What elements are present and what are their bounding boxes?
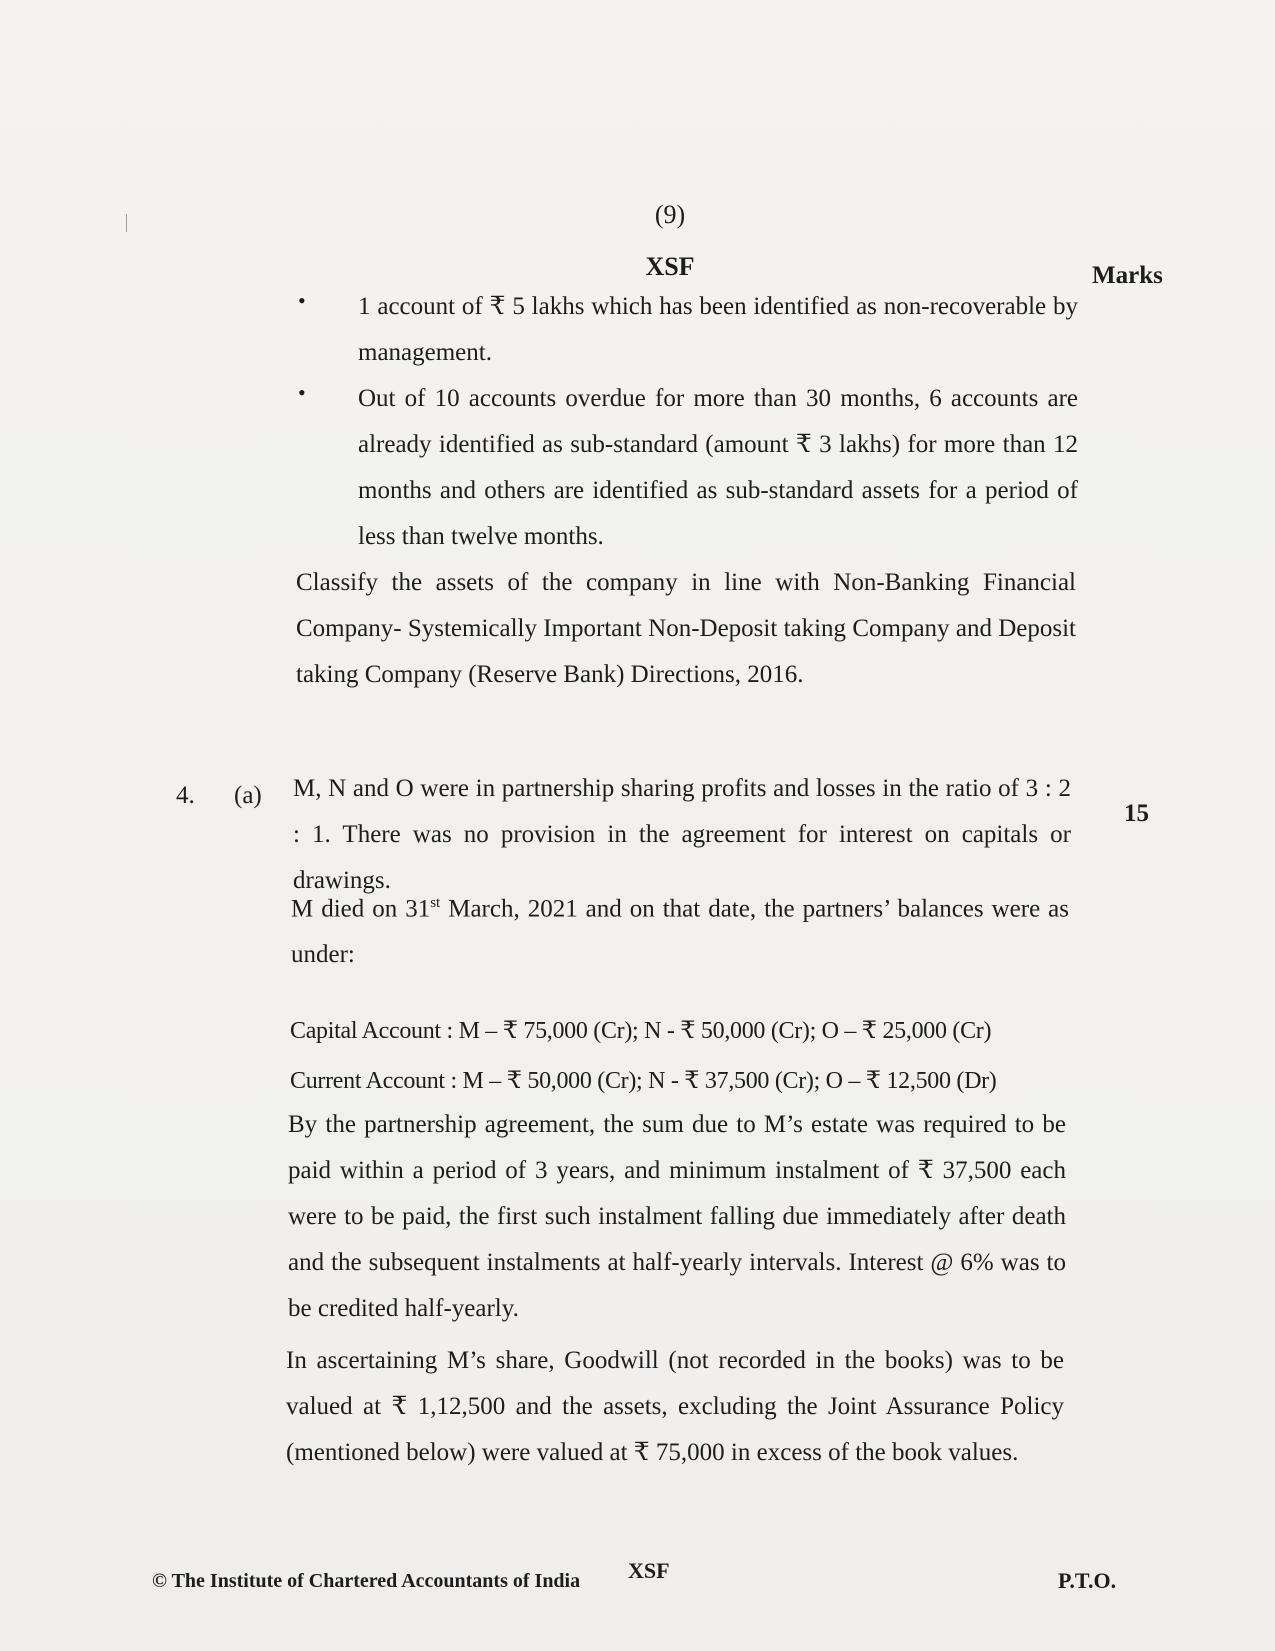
paper-code-header: XSF: [645, 252, 695, 281]
page-number: (9): [654, 200, 686, 229]
bullet-icon: •: [298, 380, 306, 405]
bullet-item: [298, 284, 1078, 376]
question-intro: M, N and O were in partnership sharing profits and losses in the ratio of 3 : 2 : 1. There was no provision in the agreement for interest on capitals or drawings.: [293, 775, 1071, 894]
footer-paper-code: XSF: [628, 1558, 670, 1583]
death-paragraph: [291, 880, 1069, 978]
death-text-sup: st: [430, 895, 441, 911]
bullet-text: Out of 10 accounts overdue for more than 30 months, 6 accounts are already identified as sub-standard (amount ₹ 3 lakhs) for more than 12 months and others are identified as sub-standard assets for a period of less than twelve months.: [358, 385, 1078, 550]
scan-mark: [126, 214, 127, 232]
bullet-item: [298, 376, 1078, 560]
death-text-pre: M died on 31: [291, 895, 431, 923]
question-number: 4.: [176, 782, 195, 809]
agreement-paragraph: By the partnership agreement, the sum due to M’s estate was required to be paid within a period of 3 years, and minimum instalment of ₹ 37,500 each were to be paid, the first such instalment falling due immediately after death and the subsequent instalments at half-yearly intervals. Interest @ 6% was to be credited half-yearly.: [288, 1111, 1066, 1322]
question-part: (a): [234, 782, 262, 809]
footer-copyright: © The Institute of Chartered Accountants of India: [152, 1570, 581, 1592]
current-account-line: Current Account : M – ₹ 50,000 (Cr); N - ₹ 37,500 (Cr); O – ₹ 12,500 (Dr): [290, 1068, 997, 1094]
bullet-text: 1 account of ₹ 5 lakhs which has been identified as non-recoverable by management.: [358, 293, 1078, 366]
capital-account-line: Capital Account : M – ₹ 75,000 (Cr); N - ₹ 50,000 (Cr); O – ₹ 25,000 (Cr): [290, 1018, 992, 1044]
footer-pto: P.T.O.: [1058, 1568, 1117, 1593]
goodwill-paragraph: In ascertaining M’s share, Goodwill (not recorded in the books) was to be valued at ₹ 1,12,500 and the assets, excluding the Joint Assurance Policy (mentioned below) were valued at ₹ 75,000 in excess of the book values.: [286, 1347, 1064, 1466]
marks-column-label: Marks: [1092, 262, 1163, 289]
death-text-post: March, 2021 and on that date, the partners’ balances were as under:: [291, 895, 1069, 969]
classify-instruction: Classify the assets of the company in line with Non-Banking Financial Company- Systemically Important Non-Deposit taking Company and Deposit taking Company (Reserve Bank) Directions, 2016.: [296, 569, 1076, 688]
bullet-icon: •: [298, 288, 306, 313]
question-marks: 15: [1124, 800, 1149, 827]
